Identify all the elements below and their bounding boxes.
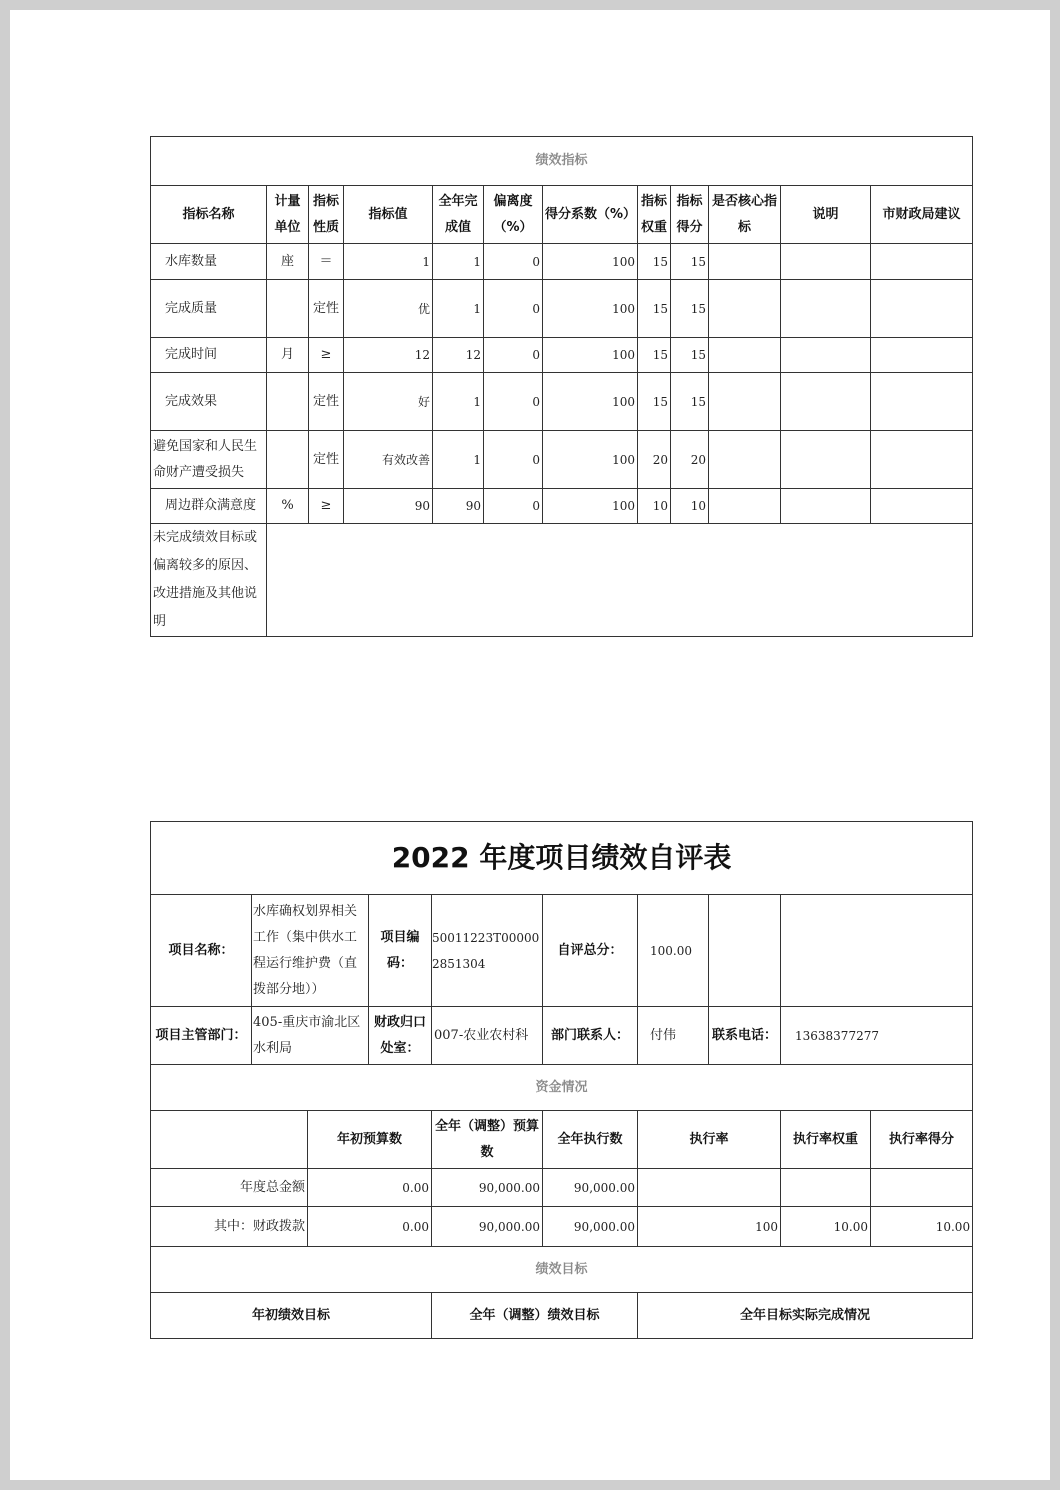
- indicator-completion: 1: [433, 280, 484, 338]
- document-page: [10, 10, 1050, 1480]
- finance-office-label: 财政归口处室：: [369, 1007, 432, 1065]
- header-exec-score: 执行率得分: [871, 1111, 973, 1169]
- indicator-is-core: [709, 431, 781, 489]
- header-value: 指标值: [344, 186, 433, 244]
- header-is-core: 是否核心指标: [709, 186, 781, 244]
- indicator-coef: 100: [543, 280, 638, 338]
- indicator-score: 15: [671, 338, 709, 373]
- funds-initial: 0.00: [308, 1169, 432, 1207]
- indicator-unit: [267, 280, 309, 338]
- unfinished-reason-label: 未完成绩效目标或偏离较多的原因、改进措施及其他说明: [151, 524, 267, 637]
- contact-label: 部门联系人：: [543, 1007, 638, 1065]
- indicator-deviation: 0: [484, 489, 543, 524]
- form-title: 2022 年度项目绩效自评表: [151, 822, 973, 895]
- indicator-deviation: 0: [484, 244, 543, 280]
- funds-initial: 0.00: [308, 1207, 432, 1247]
- empty-cell: [709, 895, 781, 1007]
- indicator-weight: 15: [638, 280, 671, 338]
- header-adjusted-goals: 全年（调整）绩效目标: [432, 1293, 638, 1339]
- funds-weight: [781, 1169, 871, 1207]
- funds-weight: 10.00: [781, 1207, 871, 1247]
- header-initial-budget: 年初预算数: [308, 1111, 432, 1169]
- indicator-is-core: [709, 373, 781, 431]
- indicator-completion: 1: [433, 431, 484, 489]
- indicator-value: 1: [344, 244, 433, 280]
- indicator-completion: 12: [433, 338, 484, 373]
- header-actual-completion: 全年目标实际完成情况: [638, 1293, 973, 1339]
- header-exec-rate: 执行率: [638, 1111, 781, 1169]
- header-name: 指标名称: [151, 186, 267, 244]
- indicator-score: 15: [671, 280, 709, 338]
- header-score: 指标得分: [671, 186, 709, 244]
- indicator-weight: 20: [638, 431, 671, 489]
- indicator-name: 完成质量: [151, 280, 267, 338]
- indicator-deviation: 0: [484, 373, 543, 431]
- indicator-coef: 100: [543, 373, 638, 431]
- header-unit: 计量单位: [267, 186, 309, 244]
- table-row: [151, 489, 973, 524]
- header-annual-completion: 全年完成值: [433, 186, 484, 244]
- indicator-nature: 定性: [309, 373, 344, 431]
- project-code-label: 项目编码：: [369, 895, 432, 1007]
- indicator-coef: 100: [543, 244, 638, 280]
- indicator-weight: 15: [638, 338, 671, 373]
- header-executed: 全年执行数: [543, 1111, 638, 1169]
- table-row: [151, 244, 973, 280]
- indicator-completion: 90: [433, 489, 484, 524]
- phone-label: 联系电话：: [709, 1007, 781, 1065]
- indicator-score: 10: [671, 489, 709, 524]
- indicator-note: [781, 280, 871, 338]
- indicator-note: [781, 338, 871, 373]
- table-row: [151, 1207, 973, 1247]
- indicator-advice: [871, 373, 973, 431]
- indicator-value: 优: [344, 280, 433, 338]
- indicator-nature: 定性: [309, 280, 344, 338]
- indicator-name: 完成效果: [151, 373, 267, 431]
- indicator-is-core: [709, 489, 781, 524]
- indicator-value: 12: [344, 338, 433, 373]
- funds-rate: [638, 1169, 781, 1207]
- indicator-nature: ≥: [309, 489, 344, 524]
- indicator-nature: ≥: [309, 338, 344, 373]
- indicator-completion: 1: [433, 373, 484, 431]
- indicator-name: 周边群众满意度: [151, 489, 267, 524]
- header-exec-weight: 执行率权重: [781, 1111, 871, 1169]
- indicator-weight: 15: [638, 244, 671, 280]
- total-score-label: 自评总分：: [543, 895, 638, 1007]
- header-initial-goals: 年初绩效目标: [151, 1293, 432, 1339]
- funds-executed: 90,000.00: [543, 1169, 638, 1207]
- indicator-score: 15: [671, 244, 709, 280]
- header-weight: 指标权重: [638, 186, 671, 244]
- indicator-name: 水库数量: [151, 244, 267, 280]
- indicator-nature: 定性: [309, 431, 344, 489]
- indicator-unit: [267, 431, 309, 489]
- dept-value: 405-重庆市渝北区水利局: [252, 1007, 369, 1065]
- project-name-value: 水库确权划界相关工作（集中供水工程运行维护费（直拨部分地））: [252, 895, 369, 1007]
- section-title-perf-indicators: 绩效指标: [151, 137, 973, 186]
- indicator-note: [781, 431, 871, 489]
- contact-value: 付伟: [638, 1007, 709, 1065]
- header-finance-advice: 市财政局建议: [871, 186, 973, 244]
- indicator-value: 有效改善: [344, 431, 433, 489]
- phone-value: 13638377277: [781, 1007, 973, 1065]
- dept-label: 项目主管部门：: [151, 1007, 252, 1065]
- indicator-score: 15: [671, 373, 709, 431]
- section-title-funds: 资金情况: [151, 1065, 973, 1111]
- funds-score: 10.00: [871, 1207, 973, 1247]
- header-score-coef: 得分系数（%）: [543, 186, 638, 244]
- table-row: [151, 431, 973, 489]
- project-code-value: 50011223T000002851304: [432, 895, 543, 1007]
- indicator-note: [781, 373, 871, 431]
- indicator-note: [781, 489, 871, 524]
- indicator-nature: ＝: [309, 244, 344, 280]
- indicator-coef: 100: [543, 431, 638, 489]
- indicator-weight: 15: [638, 373, 671, 431]
- table-row: [151, 338, 973, 373]
- indicator-unit: %: [267, 489, 309, 524]
- funds-corner-cell: [151, 1111, 308, 1169]
- indicator-note: [781, 244, 871, 280]
- finance-office-value: 007-农业农村科: [432, 1007, 543, 1065]
- indicator-unit: 座: [267, 244, 309, 280]
- header-deviation: 偏离度（%）: [484, 186, 543, 244]
- self-evaluation-table: [150, 821, 973, 1339]
- table-row: [151, 373, 973, 431]
- indicator-value: 好: [344, 373, 433, 431]
- funds-adjusted: 90,000.00: [432, 1207, 543, 1247]
- header-adjusted-budget: 全年（调整）预算数: [432, 1111, 543, 1169]
- indicator-advice: [871, 338, 973, 373]
- indicator-is-core: [709, 280, 781, 338]
- performance-indicators-table: [150, 136, 973, 637]
- header-note: 说明: [781, 186, 871, 244]
- indicator-score: 20: [671, 431, 709, 489]
- indicator-completion: 1: [433, 244, 484, 280]
- empty-cell: [781, 895, 973, 1007]
- indicator-name: 完成时间: [151, 338, 267, 373]
- indicator-weight: 10: [638, 489, 671, 524]
- table-row: [151, 280, 973, 338]
- funds-row-label: 年度总金额: [151, 1169, 308, 1207]
- funds-score: [871, 1169, 973, 1207]
- indicator-advice: [871, 489, 973, 524]
- funds-rate: 100: [638, 1207, 781, 1247]
- indicator-unit: 月: [267, 338, 309, 373]
- indicator-deviation: 0: [484, 280, 543, 338]
- section-title-goals: 绩效目标: [151, 1247, 973, 1293]
- indicator-is-core: [709, 338, 781, 373]
- total-score-value: 100.00: [638, 895, 709, 1007]
- project-name-label: 项目名称：: [151, 895, 252, 1007]
- indicator-advice: [871, 431, 973, 489]
- funds-row-label: 其中：财政拨款: [151, 1207, 308, 1247]
- table-row: [151, 1169, 973, 1207]
- indicator-unit: [267, 373, 309, 431]
- indicator-value: 90: [344, 489, 433, 524]
- unfinished-reason-text: [267, 524, 973, 637]
- indicator-advice: [871, 244, 973, 280]
- indicator-name: 避免国家和人民生命财产遭受损失: [151, 431, 267, 489]
- header-nature: 指标性质: [309, 186, 344, 244]
- indicator-coef: 100: [543, 338, 638, 373]
- indicator-deviation: 0: [484, 431, 543, 489]
- indicator-coef: 100: [543, 489, 638, 524]
- funds-adjusted: 90,000.00: [432, 1169, 543, 1207]
- indicator-advice: [871, 280, 973, 338]
- indicator-deviation: 0: [484, 338, 543, 373]
- indicator-is-core: [709, 244, 781, 280]
- funds-executed: 90,000.00: [543, 1207, 638, 1247]
